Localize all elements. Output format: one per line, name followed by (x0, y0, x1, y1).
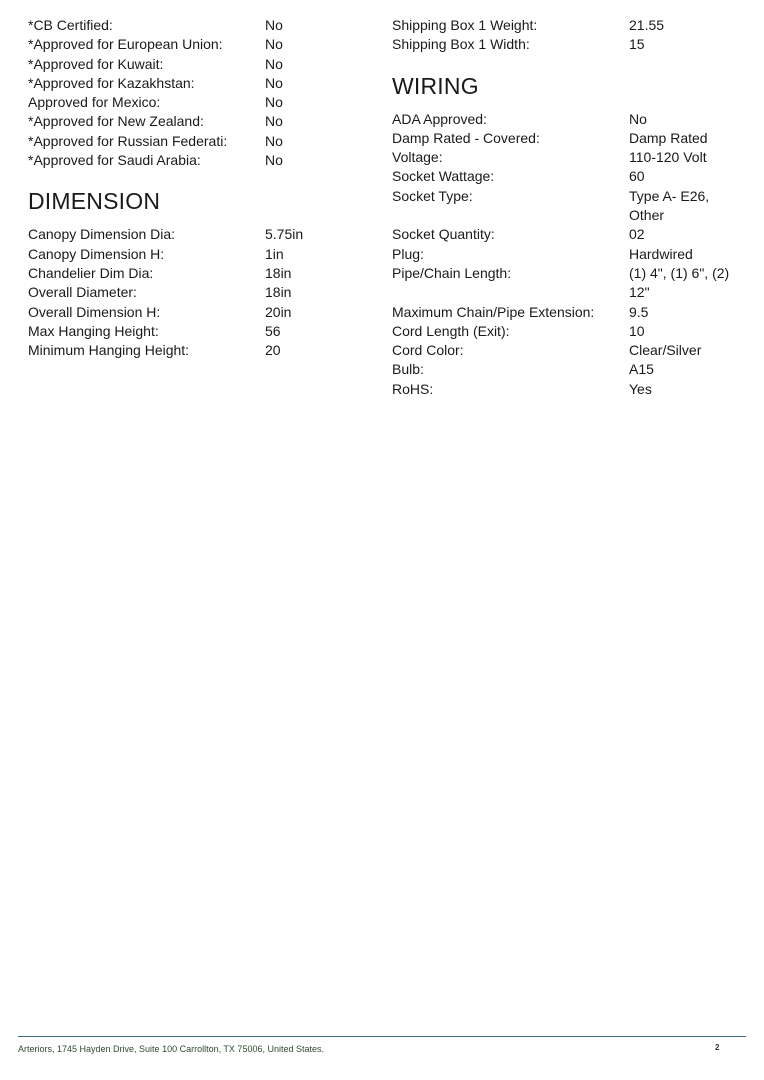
spec-row (28, 93, 358, 112)
spec-value: No (265, 74, 283, 91)
spec-value: 56 (265, 322, 281, 339)
spec-label: *Approved for European Union: (28, 36, 223, 53)
spec-row (392, 167, 742, 186)
spec-value: 5.75in (265, 226, 304, 243)
spec-label: Shipping Box 1 Width: (392, 36, 530, 53)
spec-row (28, 132, 358, 151)
spec-label: Shipping Box 1 Weight: (392, 17, 538, 33)
spec-row (28, 245, 358, 264)
spec-label: Cord Length (Exit): (392, 322, 510, 339)
spec-row (28, 74, 358, 93)
spec-row (392, 35, 742, 54)
spec-label: *Approved for Saudi Arabia: (28, 152, 201, 169)
dimension-section-title: DIMENSION (28, 188, 161, 215)
right-column (392, 16, 742, 399)
spec-label: RoHS: (392, 380, 434, 397)
spec-value: 110-120 Volt (629, 149, 707, 166)
spec-value: No (265, 17, 283, 33)
spec-label: Chandelier Dim Dia: (28, 264, 154, 281)
spec-row (28, 283, 358, 302)
spec-value: No (265, 152, 283, 169)
spec-row (392, 341, 742, 360)
spec-label: Pipe/Chain Length: (392, 264, 512, 281)
spec-label: *CB Certified: (28, 17, 113, 33)
spec-label: Socket Wattage: (392, 168, 495, 185)
spec-row (392, 360, 742, 379)
spec-value (629, 264, 742, 303)
spec-value: Clear/Silver (629, 342, 702, 359)
spec-label: Maximum Chain/Pipe Extension: (392, 303, 595, 320)
spec-row (28, 16, 358, 35)
spec-value: 18in (265, 284, 292, 301)
spec-value: 10 (629, 322, 645, 339)
spec-label: Overall Dimension H: (28, 303, 161, 320)
spec-row (28, 35, 358, 54)
spec-label: Socket Quantity: (392, 226, 495, 243)
spec-value: 20in (265, 303, 292, 320)
spec-value: 9.5 (629, 303, 649, 320)
spec-row (392, 16, 742, 35)
spec-label: Bulb: (392, 361, 424, 378)
spec-label: Canopy Dimension H: (28, 245, 165, 262)
spec-value (629, 187, 742, 226)
spec-label: Cord Color: (392, 342, 464, 359)
wiring-section-title: WIRING (392, 72, 479, 99)
dimension-list (28, 225, 358, 360)
spec-value-line: Type A- E26, (629, 187, 710, 204)
spec-value: 20 (265, 342, 281, 359)
spec-label: *Approved for Kazakhstan: (28, 74, 195, 91)
spec-row (392, 380, 742, 399)
footer-divider (18, 1036, 746, 1037)
spec-value: Damp Rated (629, 129, 708, 146)
spec-value: 02 (629, 226, 645, 243)
spec-row (28, 55, 358, 74)
spec-value-line: Other (629, 207, 665, 224)
spec-value: Yes (629, 380, 652, 397)
spec-row (28, 303, 358, 322)
spec-value: 1in (265, 245, 284, 262)
left-column (28, 16, 358, 360)
spec-row (392, 303, 742, 322)
spec-value-line: 12" (629, 284, 650, 301)
spec-label: Voltage: (392, 149, 443, 166)
spec-label: Plug: (392, 245, 424, 262)
spec-label: Damp Rated - Covered: (392, 129, 540, 146)
page-number: 2 (715, 1043, 720, 1052)
spec-row (392, 264, 742, 303)
spec-value-line: (1) 4", (1) 6", (2) (629, 264, 730, 281)
spec-row (392, 225, 742, 244)
spec-row (28, 322, 358, 341)
spec-value: No (265, 55, 283, 72)
spec-label: *Approved for New Zealand: (28, 113, 204, 130)
spec-value: No (629, 110, 647, 127)
spec-row (392, 129, 742, 148)
spec-row (28, 112, 358, 131)
spec-value: 18in (265, 264, 292, 281)
spec-label: Approved for Mexico: (28, 94, 161, 111)
spec-row (392, 148, 742, 167)
spec-row (392, 110, 742, 129)
spec-label: *Approved for Kuwait: (28, 55, 164, 72)
spec-row (392, 187, 742, 226)
spec-label: ADA Approved: (392, 110, 487, 127)
spec-value: No (265, 132, 283, 149)
footer-address: Arteriors, 1745 Hayden Drive, Suite 100 Carrollton, TX 75006, United States. (18, 1044, 324, 1054)
spec-row (28, 151, 358, 170)
spec-row (28, 264, 358, 283)
spec-value: 21.55 (629, 17, 665, 33)
wiring-list (392, 110, 742, 399)
spec-label: Max Hanging Height: (28, 322, 159, 339)
spec-label: Canopy Dimension Dia: (28, 226, 176, 243)
spec-row (392, 322, 742, 341)
shipping-list (392, 16, 742, 55)
spec-label: Minimum Hanging Height: (28, 342, 190, 359)
spec-row (28, 225, 358, 244)
spec-value: 15 (629, 36, 645, 53)
spec-value: No (265, 36, 283, 53)
spec-value: Hardwired (629, 245, 693, 262)
certifications-list (28, 16, 358, 170)
spec-value: A15 (629, 361, 654, 378)
spec-value: 60 (629, 168, 645, 185)
spec-row (28, 341, 358, 360)
spec-label: Socket Type: (392, 187, 473, 204)
spec-label: Overall Diameter: (28, 284, 137, 301)
spec-label: *Approved for Russian Federati: (28, 132, 228, 149)
spec-value: No (265, 94, 283, 111)
spec-value: No (265, 113, 283, 130)
spec-row (392, 245, 742, 264)
